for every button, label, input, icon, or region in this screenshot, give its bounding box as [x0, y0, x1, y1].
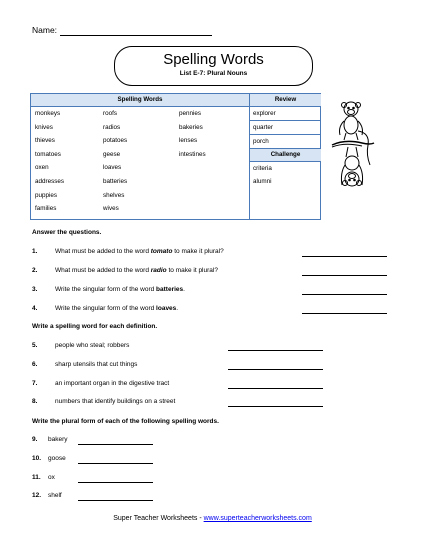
singular-word: bakery — [48, 436, 68, 443]
answer-line[interactable] — [78, 482, 153, 483]
singular-word: ox — [48, 474, 55, 481]
definition-text: people who steal; robbers — [55, 342, 130, 349]
challenge-word: alumni — [253, 178, 272, 185]
challenge-heading: Challenge — [250, 149, 321, 162]
spelling-word: pennies — [179, 110, 202, 117]
spelling-word: geese — [103, 150, 121, 158]
challenge-word: criteria — [253, 165, 272, 172]
spelling-word-table — [30, 93, 321, 220]
spelling-word: bakeries — [179, 123, 203, 131]
spelling-word: monkeys — [35, 110, 61, 117]
answer-line[interactable] — [302, 256, 387, 257]
question-text-part: to make it plural? — [166, 267, 218, 274]
question-text-part: to make it plural? — [172, 248, 224, 255]
section-answer-heading: Answer the questions. — [32, 229, 102, 236]
question-text — [55, 267, 218, 274]
question-number: 9. — [32, 436, 38, 443]
question-text-part: . — [183, 286, 185, 293]
question-number: 1. — [32, 248, 38, 255]
spelling-word: intestines — [179, 150, 206, 158]
question-number: 7. — [32, 380, 38, 387]
question-number: 3. — [32, 286, 38, 293]
spelling-word: tomatoes — [35, 150, 61, 158]
spelling-word: oxen — [35, 164, 49, 172]
answer-line[interactable] — [228, 350, 323, 351]
section-definitions-heading: Write a spelling word for each definition. — [32, 323, 158, 330]
spelling-words-heading: Spelling Words — [31, 94, 249, 107]
review-word: quarter — [250, 121, 321, 135]
spelling-word: thieves — [35, 137, 55, 145]
question-number: 2. — [32, 267, 38, 274]
monkey-illustration — [330, 95, 375, 200]
section-plural-heading: Write the plural form of each of the following spelling words. — [32, 418, 219, 425]
question-number: 11. — [32, 474, 41, 481]
question-keyword: batteries — [156, 286, 184, 293]
spelling-word: wives — [103, 205, 119, 213]
review-heading: Review — [250, 94, 321, 107]
review-column — [249, 94, 321, 219]
spelling-word: loaves — [103, 164, 122, 172]
spelling-word: batteries — [103, 178, 128, 185]
spelling-word: lenses — [179, 137, 198, 145]
definition-text: an important organ in the digestive tract — [55, 380, 170, 387]
question-text-part: What must be added to the word — [55, 267, 151, 274]
spelling-word: families — [35, 205, 57, 213]
answer-line[interactable] — [228, 388, 323, 389]
answer-line[interactable] — [78, 463, 153, 464]
footer-text: Super Teacher Worksheets - — [113, 515, 204, 522]
page-title: Spelling Words — [163, 51, 264, 68]
name-label: Name: — [32, 25, 58, 35]
answer-line[interactable] — [302, 313, 387, 314]
singular-word: goose — [48, 455, 66, 462]
review-word: porch — [250, 135, 321, 149]
singular-word: shelf — [48, 492, 62, 499]
question-text-part: What must be added to the word — [55, 248, 151, 255]
review-word: explorer — [250, 107, 321, 121]
question-text — [55, 305, 178, 312]
question-number: 12. — [32, 492, 42, 499]
answer-line[interactable] — [78, 500, 153, 501]
question-keyword: tomato — [150, 248, 173, 255]
answer-line[interactable] — [302, 294, 387, 295]
question-keyword: radio — [150, 267, 167, 274]
spelling-word: puppies — [35, 191, 58, 199]
question-text — [55, 286, 185, 293]
spelling-word: potatoes — [103, 137, 128, 145]
question-text-part: . — [176, 305, 179, 312]
question-number: 10. — [32, 455, 42, 462]
title-box — [114, 46, 313, 86]
question-keyword: loaves — [156, 305, 177, 312]
question-number: 6. — [32, 361, 38, 368]
spelling-word: knives — [35, 123, 53, 131]
footer — [0, 515, 425, 522]
answer-line[interactable] — [228, 406, 323, 407]
spelling-word: shelves — [103, 191, 125, 199]
question-number: 8. — [32, 398, 38, 405]
spelling-word: roofs — [103, 110, 117, 117]
page-subtitle: List E-7: Plural Nouns — [179, 70, 248, 77]
question-number: 5. — [32, 342, 38, 349]
definition-text: numbers that identify buildings on a street — [55, 398, 176, 405]
name-field[interactable] — [60, 35, 212, 36]
footer-link[interactable]: www.superteacherworksheets.com — [203, 515, 312, 522]
answer-line[interactable] — [78, 444, 153, 445]
question-text-part: Write the singular form of the word — [55, 286, 157, 293]
question-text-part: Write the singular form of the word — [55, 305, 157, 312]
question-text — [55, 248, 224, 255]
question-number: 4. — [32, 305, 38, 312]
spelling-word: addresses — [35, 178, 65, 185]
definition-text: sharp utensils that cut things — [55, 361, 138, 368]
answer-line[interactable] — [302, 275, 387, 276]
spelling-word: radios — [103, 123, 121, 131]
answer-line[interactable] — [228, 369, 323, 370]
